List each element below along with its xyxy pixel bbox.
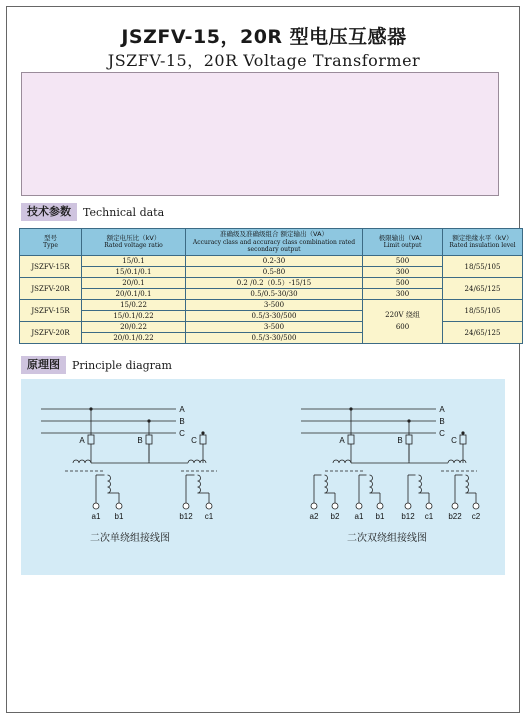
- terminal-label: c1: [424, 512, 434, 521]
- secondary-coil-icon: [370, 475, 373, 493]
- secondary-coil-icon: [419, 475, 422, 493]
- secondary-coil-icon: [325, 475, 328, 493]
- terminal-label: b1: [375, 512, 385, 521]
- terminal-icon: [93, 503, 99, 509]
- terminal-icon: [116, 503, 122, 509]
- left-diagram-caption: 二次单绕组接线图: [90, 533, 170, 544]
- terminal-label: a2: [309, 512, 319, 521]
- fuse-label-C: C: [451, 436, 457, 445]
- terminal-label: b2: [330, 512, 340, 521]
- technical-data-tag: 技术参数: [21, 203, 77, 221]
- right-diagram-caption: 二次双绕组接线图: [347, 533, 427, 544]
- terminal-icon: [377, 503, 383, 509]
- fuse-label-B: B: [397, 436, 403, 445]
- principle-diagram-heading: [21, 356, 172, 374]
- product-photo-area: [21, 72, 499, 196]
- cell-limit: 500: [363, 256, 443, 267]
- cell-model: JSZFV-20R: [20, 322, 82, 344]
- terminal-icon: [332, 503, 338, 509]
- fuse-icon: [460, 435, 466, 444]
- cell-insulation: 24/65/125: [443, 322, 523, 344]
- table-header-row: [20, 229, 523, 256]
- cell-limit-merged: 220V 绕组 600: [363, 300, 443, 344]
- wiring-diagram-svg: [21, 379, 505, 575]
- cell-ratio: 15/0.1/0.1: [82, 267, 186, 278]
- secondary-coil-icon: [466, 475, 469, 493]
- secondary-coil-icon: [198, 475, 201, 493]
- secondary-coil-icon: [108, 475, 111, 493]
- cell-ratio: 20/0.1/0.1: [82, 289, 186, 300]
- cell-ratio: 15/0.1: [82, 256, 186, 267]
- terminal-label: b12: [179, 512, 193, 521]
- terminal-label: b22: [448, 512, 462, 521]
- terminal-icon: [356, 503, 362, 509]
- cell-ratio: 20/0.1/0.22: [82, 333, 186, 344]
- cell-insulation: 24/65/125: [443, 278, 523, 300]
- technical-data-label: Technical data: [83, 205, 165, 219]
- table-row: [20, 256, 523, 267]
- terminal-icon: [452, 503, 458, 509]
- fuse-label-B: B: [137, 436, 143, 445]
- bus-label-A: A: [439, 405, 445, 414]
- header-insulation: 额定绝缘水平（kV） Rated insulation level: [443, 229, 523, 256]
- cell-ratio: 20/0.1: [82, 278, 186, 289]
- technical-data-heading: [21, 203, 164, 221]
- fuse-icon: [200, 435, 206, 444]
- bus-label-C: C: [439, 429, 445, 438]
- terminal-label: b1: [114, 512, 124, 521]
- bus-label-C: C: [179, 429, 185, 438]
- terminal-icon: [183, 503, 189, 509]
- header-ratio: 额定电压比（kV） Rated voltage ratio: [82, 229, 186, 256]
- cell-model: JSZFV-15R: [20, 256, 82, 278]
- cell-insulation: 18/55/105: [443, 256, 523, 278]
- terminal-icon: [405, 503, 411, 509]
- terminal-label: a1: [91, 512, 101, 521]
- cell-ratio: 15/0.22: [82, 300, 186, 311]
- cell-limit: 300: [363, 267, 443, 278]
- cell-accuracy: 0.2 /0.2（0.5）-15/15: [186, 278, 363, 289]
- header-accuracy: 准确级及准确级组合 额定输出（VA） Accuracy class and accuracy class combination rated secondary output: [186, 229, 363, 256]
- terminal-icon: [473, 503, 479, 509]
- terminal-label: c2: [471, 512, 481, 521]
- principle-diagram-tag: 原理图: [21, 356, 66, 374]
- cell-accuracy: 3-500: [186, 322, 363, 333]
- fuse-icon: [88, 435, 94, 444]
- cell-model: JSZFV-15R: [20, 300, 82, 322]
- table-row: [20, 278, 523, 289]
- technical-data-table: [19, 228, 523, 344]
- cell-limit: 500: [363, 278, 443, 289]
- bus-label-B: B: [179, 417, 185, 426]
- cell-accuracy: 0.5/3-30/500: [186, 311, 363, 322]
- bus-label-A: A: [179, 405, 185, 414]
- terminal-icon: [206, 503, 212, 509]
- cell-accuracy: 3-500: [186, 300, 363, 311]
- cell-model: JSZFV-20R: [20, 278, 82, 300]
- cell-accuracy: 0.5/0.5-30/30: [186, 289, 363, 300]
- cell-accuracy: 0.5/3-30/500: [186, 333, 363, 344]
- fuse-label-A: A: [339, 436, 345, 445]
- principle-diagram: [21, 379, 505, 575]
- terminal-icon: [426, 503, 432, 509]
- fuse-icon: [146, 435, 152, 444]
- page-title-en: JSZFV-15，20R Voltage Transformer: [107, 51, 421, 70]
- cell-accuracy: 0.5-80: [186, 267, 363, 278]
- terminal-label: a1: [354, 512, 364, 521]
- fuse-icon: [406, 435, 412, 444]
- cell-limit: 300: [363, 289, 443, 300]
- page-title-cn: JSZFV-15，20R 型电压互感器: [121, 26, 407, 48]
- table-row: [20, 322, 523, 333]
- header-type: 型号 Type: [20, 229, 82, 256]
- terminal-label: c1: [204, 512, 214, 521]
- terminal-label: b12: [401, 512, 415, 521]
- fuse-icon: [348, 435, 354, 444]
- principle-diagram-label: Principle diagram: [72, 358, 172, 372]
- cell-insulation: 18/55/105: [443, 300, 523, 322]
- cell-accuracy: 0.2-30: [186, 256, 363, 267]
- terminal-icon: [311, 503, 317, 509]
- bus-label-B: B: [439, 417, 445, 426]
- cell-ratio: 15/0.1/0.22: [82, 311, 186, 322]
- fuse-label-A: A: [79, 436, 85, 445]
- fuse-label-C: C: [191, 436, 197, 445]
- header-limit: 极限输出（VA） Limit output: [363, 229, 443, 256]
- table-row: [20, 300, 523, 311]
- cell-ratio: 20/0.22: [82, 322, 186, 333]
